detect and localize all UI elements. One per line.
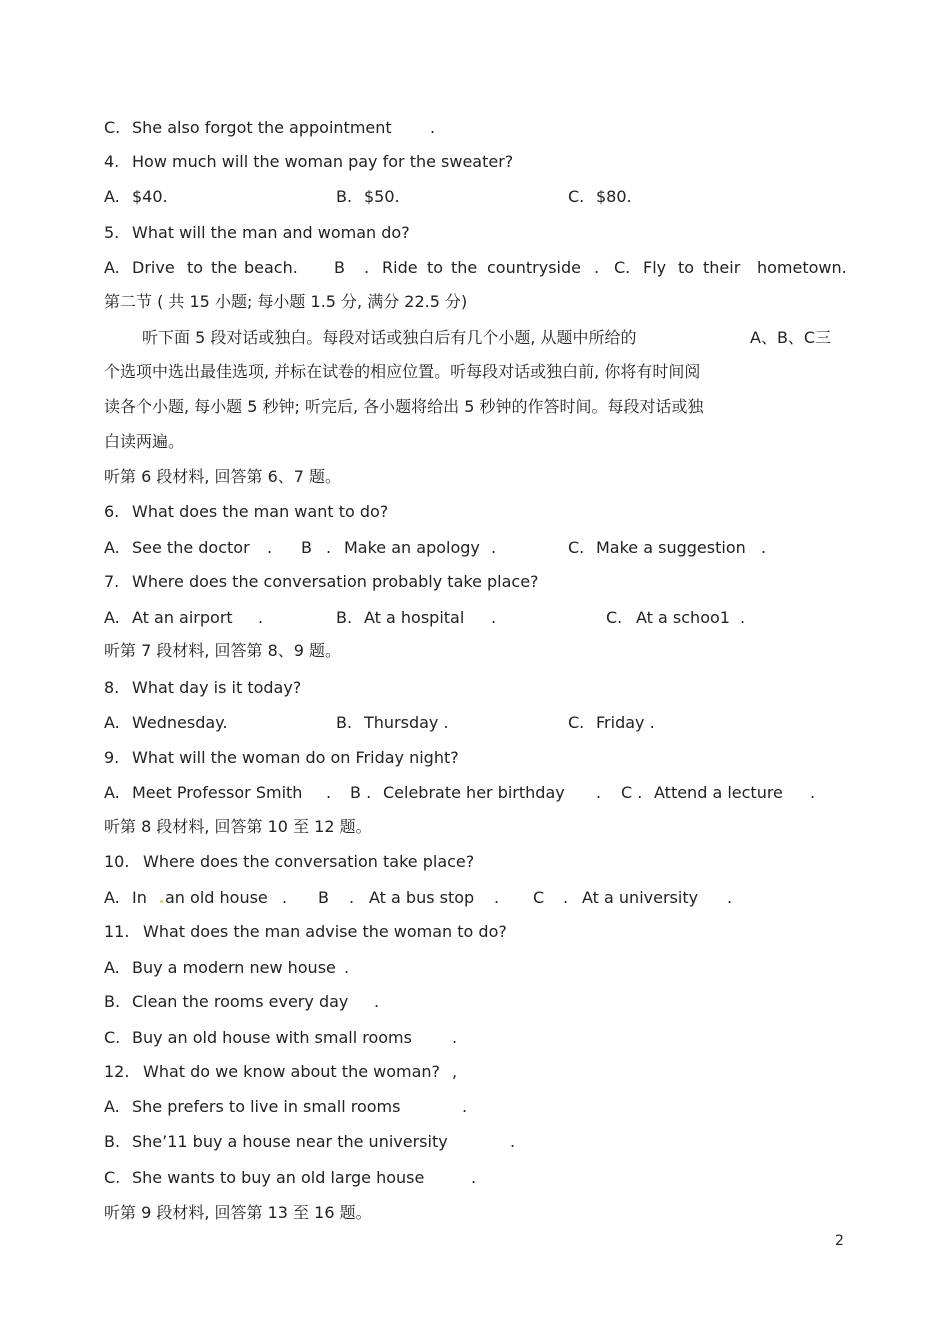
text-line-12-part-9: . — [761, 538, 767, 557]
text-line-22-part-6: At a bus stop — [369, 888, 475, 907]
text-line-1-part-0: 4. — [104, 152, 120, 171]
page-number: 2 — [835, 1233, 844, 1249]
text-line-6-part-1: A、B、C三 — [750, 328, 832, 347]
text-line-14-part-6: C. — [606, 608, 623, 627]
text-line-27-part-0: 12. — [104, 1062, 130, 1081]
text-line-4-part-11: . — [594, 258, 600, 277]
text-line-28-part-1: She prefers to live in small rooms — [132, 1097, 401, 1116]
text-line-22-part-0: A. — [104, 888, 120, 907]
text-line-17-part-4: C. — [568, 713, 585, 732]
text-line-19-part-4: Celebrate her birthday — [383, 783, 565, 802]
text-line-4-part-1: Drive — [132, 258, 175, 277]
text-line-29-part-1: She’11 buy a house near the university — [132, 1132, 448, 1151]
text-line-2-part-3: $50. — [364, 187, 400, 206]
text-line-4-part-2: to — [187, 258, 204, 277]
text-line-28-part-2: . — [462, 1097, 468, 1116]
text-line-22-part-7: . — [494, 888, 500, 907]
text-line-12-part-4: . — [326, 538, 332, 557]
text-line-24-part-1: Buy a modern new house — [132, 958, 336, 977]
text-line-4-part-3: the — [211, 258, 238, 277]
text-line-18-part-0: 9. — [104, 748, 120, 767]
text-line-14-part-7: At a schoo1 — [636, 608, 730, 627]
text-line-15-part-0: 听第 7 段材料, 回答第 8、9 题。 — [104, 641, 342, 660]
text-line-21-part-0: 10. — [104, 852, 130, 871]
text-line-13-part-1: Where does the conversation probably take place? — [132, 572, 539, 591]
text-line-22-part-11: . — [727, 888, 733, 907]
text-line-25-part-0: B. — [104, 992, 121, 1011]
text-line-14-part-4: At a hospital — [364, 608, 465, 627]
text-line-4-part-13: Fly — [643, 258, 667, 277]
text-line-8-part-0: 读各个小题, 每小题 5 秒钟; 听完后, 各小题将给出 5 秒钟的作答时间。每段对话或独 — [104, 397, 704, 416]
text-line-18-part-1: What will the woman do on Friday night? — [132, 748, 459, 767]
text-line-5-part-0: 第二节 ( 共 15 小题; 每小题 1.5 分, 满分 22.5 分) — [104, 292, 468, 311]
text-line-27-part-1: What do we know about the woman? — [143, 1062, 441, 1081]
text-line-19-part-8: . — [810, 783, 816, 802]
text-line-30-part-1: She wants to buy an old large house — [132, 1168, 425, 1187]
text-line-22-part-4: B — [318, 888, 329, 907]
text-line-17-part-0: A. — [104, 713, 120, 732]
text-line-2-part-1: $40. — [132, 187, 168, 206]
text-line-2-part-4: C. — [568, 187, 585, 206]
text-line-31-part-0: 听第 9 段材料, 回答第 13 至 16 题。 — [104, 1203, 372, 1222]
text-line-19-part-0: A. — [104, 783, 120, 802]
text-line-12-part-5: Make an apology — [344, 538, 480, 557]
text-line-0-part-0: C. — [104, 118, 121, 137]
text-line-28-part-0: A. — [104, 1097, 120, 1116]
text-line-29-part-2: . — [510, 1132, 516, 1151]
text-line-4-part-12: C. — [614, 258, 631, 277]
text-line-23-part-0: 11. — [104, 922, 130, 941]
text-line-4-part-5: B — [334, 258, 345, 277]
text-line-17-part-2: B. — [336, 713, 353, 732]
text-line-4-part-16: hometown. — [757, 258, 847, 277]
text-line-30-part-0: C. — [104, 1168, 121, 1187]
text-line-22-part-5: . — [349, 888, 355, 907]
text-line-22-part-9: . — [563, 888, 569, 907]
text-line-4-part-10: countryside — [487, 258, 581, 277]
text-line-13-part-0: 7. — [104, 572, 120, 591]
text-line-19-part-5: . — [596, 783, 602, 802]
text-line-25-part-1: Clean the rooms every day — [132, 992, 349, 1011]
text-line-4-part-6: . — [364, 258, 370, 277]
text-line-21-part-1: Where does the conversation take place? — [143, 852, 475, 871]
text-line-2-part-0: A. — [104, 187, 120, 206]
text-line-4-part-0: A. — [104, 258, 120, 277]
text-line-12-part-0: A. — [104, 538, 120, 557]
text-line-3-part-0: 5. — [104, 223, 120, 242]
highlight-dot — [160, 900, 163, 903]
text-line-4-part-4: beach. — [244, 258, 298, 277]
text-line-19-part-1: Meet Professor Smith — [132, 783, 303, 802]
text-line-12-part-7: C. — [568, 538, 585, 557]
text-line-30-part-2: . — [471, 1168, 477, 1187]
text-line-10-part-0: 听第 6 段材料, 回答第 6、7 题。 — [104, 467, 342, 486]
text-line-12-part-8: Make a suggestion — [596, 538, 746, 557]
text-line-4-part-15: their — [703, 258, 741, 277]
text-line-14-part-2: . — [258, 608, 264, 627]
text-line-12-part-6: . — [491, 538, 497, 557]
text-line-23-part-1: What does the man advise the woman to do? — [143, 922, 507, 941]
text-line-19-part-3: B . — [350, 783, 372, 802]
text-line-12-part-3: B — [301, 538, 312, 557]
text-line-14-part-1: At an airport — [132, 608, 233, 627]
text-line-14-part-8: . — [740, 608, 746, 627]
text-line-4-part-7: Ride — [382, 258, 418, 277]
text-line-25-part-2: . — [374, 992, 380, 1011]
text-line-14-part-3: B. — [336, 608, 353, 627]
text-line-1-part-1: How much will the woman pay for the sweater? — [132, 152, 514, 171]
text-line-14-part-0: A. — [104, 608, 120, 627]
text-line-22-part-10: At a university — [582, 888, 699, 907]
text-line-26-part-2: . — [452, 1028, 458, 1047]
text-line-17-part-3: Thursday . — [364, 713, 449, 732]
text-line-22-part-8: C — [533, 888, 545, 907]
text-line-4-part-8: to — [427, 258, 444, 277]
text-line-9-part-0: 白读两遍。 — [104, 432, 185, 451]
text-line-24-part-0: A. — [104, 958, 120, 977]
text-line-26-part-1: Buy an old house with small rooms — [132, 1028, 412, 1047]
text-line-14-part-5: . — [491, 608, 497, 627]
text-line-22-part-3: . — [282, 888, 288, 907]
text-line-22-part-1: In — [132, 888, 147, 907]
text-line-2-part-5: $80. — [596, 187, 632, 206]
text-line-4-part-9: the — [451, 258, 478, 277]
text-line-19-part-6: C . — [621, 783, 643, 802]
text-line-12-part-2: . — [267, 538, 273, 557]
text-line-22-part-2: an old house — [165, 888, 268, 907]
text-line-11-part-0: 6. — [104, 502, 120, 521]
text-line-24-part-2: . — [344, 958, 350, 977]
text-line-0-part-1: She also forgot the appointment — [132, 118, 392, 137]
text-line-19-part-2: . — [326, 783, 332, 802]
text-line-7-part-0: 个选项中选出最佳选项, 并标在试卷的相应位置。听每段对话或独白前, 你将有时间阅 — [104, 362, 701, 381]
text-line-16-part-0: 8. — [104, 678, 120, 697]
text-line-16-part-1: What day is it today? — [132, 678, 302, 697]
text-line-20-part-0: 听第 8 段材料, 回答第 10 至 12 题。 — [104, 817, 372, 836]
text-line-19-part-7: Attend a lecture — [654, 783, 783, 802]
text-line-2-part-2: B. — [336, 187, 353, 206]
text-line-11-part-1: What does the man want to do? — [132, 502, 389, 521]
text-line-29-part-0: B. — [104, 1132, 121, 1151]
text-line-4-part-14: to — [678, 258, 695, 277]
text-line-26-part-0: C. — [104, 1028, 121, 1047]
text-line-17-part-1: Wednesday. — [132, 713, 228, 732]
text-line-17-part-5: Friday . — [596, 713, 655, 732]
text-line-3-part-1: What will the man and woman do? — [132, 223, 410, 242]
text-line-12-part-1: See the doctor — [132, 538, 250, 557]
text-line-0-part-2: . — [430, 118, 436, 137]
text-line-6-part-0: 听下面 5 段对话或独白。每段对话或独白后有几个小题, 从题中所给的 — [142, 328, 637, 347]
text-line-27-part-2: , — [452, 1062, 458, 1081]
